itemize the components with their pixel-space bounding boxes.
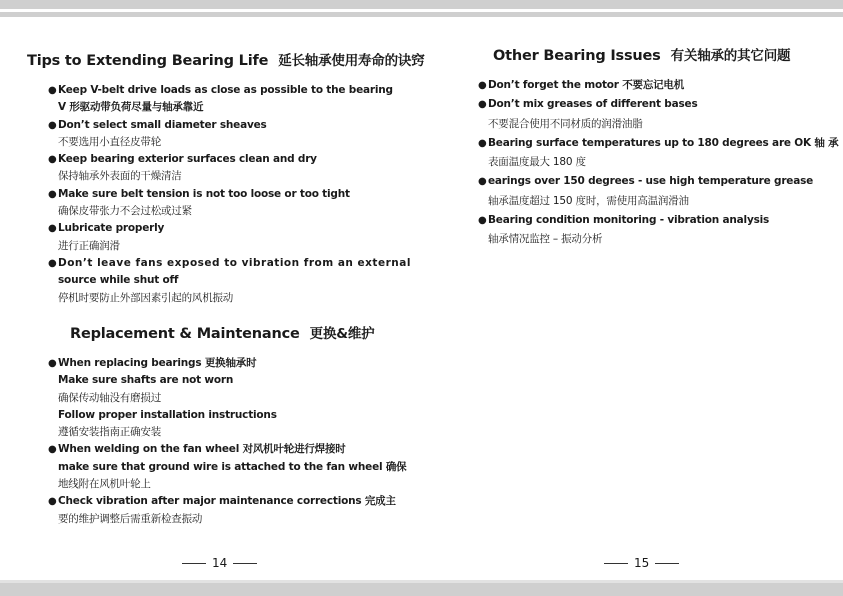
list-item-cn: V 形驱动带负荷尽量与轴承靠近 xyxy=(58,101,204,114)
list-item-sub: Make sure shafts are not worn xyxy=(58,374,234,387)
other-issues-heading xyxy=(493,44,790,64)
list-item: ●Keep V-belt drive loads as close as possible to the bearing xyxy=(48,82,411,99)
list-item-sub: 确保传动轴没有磨损过 xyxy=(58,391,161,404)
list-item-cn: 不要选用小直径皮带轮 xyxy=(58,135,161,148)
bullet-icon: ● xyxy=(48,223,57,235)
page-number-dash xyxy=(233,563,257,564)
list-item: ●Bearing surface temperatures up to 180 degrees are OK 轴 承 xyxy=(478,135,838,152)
list-item-cn: 不要混合使用不同材质的润滑油脂 xyxy=(488,117,643,130)
bullet-icon: ● xyxy=(48,119,57,131)
list-item-sub: 地线附在风机叶轮上 xyxy=(58,478,151,491)
bullet-icon: ● xyxy=(478,99,487,111)
bullet-icon: ● xyxy=(48,154,57,166)
list-item: ●Don’t forget the motor 不要忘记电机 xyxy=(478,77,838,94)
list-item-cn: 确保皮带张力不会过松或过紧 xyxy=(58,205,192,218)
bullet-icon: ● xyxy=(478,215,487,227)
maintenance-heading-en: Replacement & Maintenance xyxy=(70,326,300,342)
list-item: ●Don’t leave fans exposed to vibration from an external xyxy=(48,255,411,272)
other-issues-list xyxy=(478,77,838,249)
list-item-cn: 表面温度最大 180 度 xyxy=(488,156,586,169)
list-item-cn: 轴承情况监控 – 振动分析 xyxy=(488,233,603,246)
tips-list xyxy=(48,82,411,307)
bullet-icon: ● xyxy=(48,496,57,508)
page-number-dash xyxy=(604,563,628,564)
right-page xyxy=(421,0,843,596)
list-item: ●Don’t select small diameter sheaves xyxy=(48,117,411,134)
list-item: ●When replacing bearings 更换轴承时 xyxy=(48,355,406,372)
list-item-continuation: source while shut off xyxy=(58,274,179,287)
bullet-icon: ● xyxy=(48,444,57,456)
other-issues-heading-cn: 有关轴承的其它问题 xyxy=(670,48,791,64)
maintenance-list xyxy=(48,355,406,528)
bullet-icon: ● xyxy=(478,80,487,91)
list-item: ●earings over 150 degrees - use high temperature grease xyxy=(478,173,838,190)
bullet-icon: ● xyxy=(48,257,58,269)
page-number-dash xyxy=(655,563,679,564)
bullet-icon: ● xyxy=(478,137,487,149)
tips-heading-en: Tips to Extending Bearing Life xyxy=(27,53,269,69)
list-item: ●Don’t mix greases of different bases xyxy=(478,96,838,113)
bullet-icon: ● xyxy=(478,176,487,188)
page-number: 15 xyxy=(598,556,685,570)
list-item-cn: 保持轴承外表面的干燥清洁 xyxy=(58,170,182,183)
list-item-sub: 要的维护调整后需重新检查振动 xyxy=(58,512,203,525)
list-item: ●Bearing condition monitoring - vibration analysis xyxy=(478,212,838,229)
list-item: ●Keep bearing exterior surfaces clean and dry xyxy=(48,151,411,168)
list-item: ●Lubricate properly xyxy=(48,220,411,237)
maintenance-heading-cn: 更换&维护 xyxy=(309,326,375,342)
list-item-sub: make sure that ground wire is attached to the fan wheel 确保 xyxy=(58,460,407,473)
list-item-cn: 轴承温度超过 150 度时，需使用高温润滑油 xyxy=(488,194,689,207)
maintenance-heading xyxy=(70,322,374,342)
list-item: ●When welding on the fan wheel 对风机叶轮进行焊接时 xyxy=(48,441,406,458)
page-number-dash xyxy=(182,563,206,564)
bottom-band xyxy=(0,580,843,596)
list-item: ●Make sure belt tension is not too loose or too tight xyxy=(48,186,411,203)
bullet-icon: ● xyxy=(48,85,57,96)
list-item-cn: 停机时要防止外部因素引起的风机振动 xyxy=(58,291,234,304)
list-item-sub: 遵循安装指南正确安装 xyxy=(58,426,161,439)
tips-heading xyxy=(27,49,425,69)
list-item-sub: Follow proper installation instructions xyxy=(58,408,277,421)
other-issues-heading-en: Other Bearing Issues xyxy=(493,48,661,64)
bullet-icon: ● xyxy=(48,358,57,369)
list-item: ●Check vibration after major maintenance corrections 完成主 xyxy=(48,493,406,510)
page-number: 14 xyxy=(176,556,263,570)
tips-heading-cn: 延长轴承使用寿命的诀窍 xyxy=(278,53,425,69)
bullet-icon: ● xyxy=(48,188,57,200)
list-item-cn: 进行正确润滑 xyxy=(58,239,120,252)
